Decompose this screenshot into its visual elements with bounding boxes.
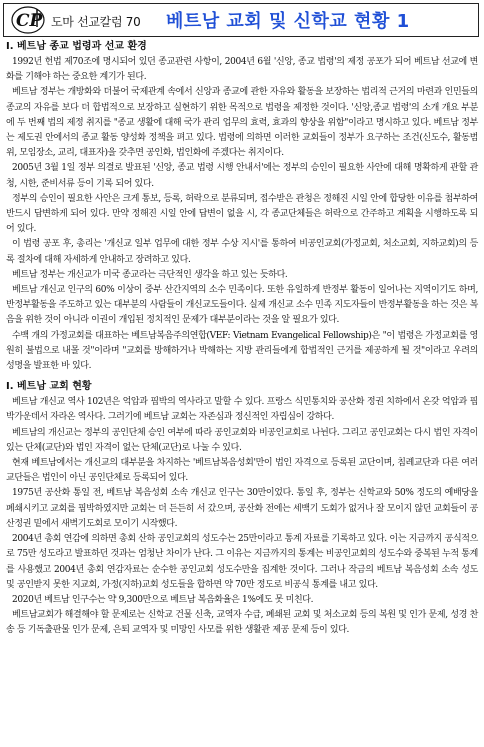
article-body (6, 40, 478, 639)
paragraph: 2004년 총회 연감에 의하면 총회 산하 공인교회의 성도수는 25만이라고 통계 자료를 기록하고 있다. 이는 지금까지 공식적으로 75만 성도라고 발표하던 것과는 엄청난 차이가 난다. 그 이유는 지금까지의 통계는 비공인교회의 성도수와 중복된 누적 통계를 사용했고 2004년 총회 연감자료는 순수한 공인교회 성도수만을 집계한 것이다. 그러나 작금의 베트남 복음성회 소속 성도 및 공인받지 못한 지교회, 가정(지하)교회 성도들을 합하면 약 70만 정도로 비공식 통계를 내고 있다. (6, 534, 478, 590)
section-heading: I. 베트남 종교 법령과 선교 환경 (6, 41, 147, 52)
church-logo-icon (10, 5, 46, 35)
paragraph: 베트남의 개신교는 정부의 공인단체 승인 여부에 따라 공인교회와 비공인교회로 나뉜다. 그리고 공인교회는 다시 법인 자격이 있는 단체(교단)와 법인 자격이 없는 단체(교단)로 나눌 수 있다. (6, 427, 478, 453)
paragraph: 이 법령 공포 후, 총리는 '개신교 일부 업무에 대한 정부 수상 지시'를 통하여 비공인교회(가정교회, 처소교회, 지하교회)의 등록 절차에 대해 자세하게 안내하고 장려하고 있다. (6, 239, 478, 265)
section-heading: I. 베트남 교회 현황 (6, 381, 92, 393)
paragraph: 베트남 개신교 인구의 60% 이상이 중부 산간지역의 소수 민족이다. 또한 유일하게 반정부 활동이 일어나는 지역이기도 하며, 반정부활동을 주도하고 있는 대부분의 사람들이 개신교도들이다. 실제 개신교 소수 민족 지도자들이 반정부활동을 하는 것은 복음을 위한 것이 아니라 이권이 개입된 정치적인 문제가 대부분이라는 것을 알 필요가 있다. (6, 285, 478, 326)
svg-text:CP: CP (16, 11, 43, 31)
column-header (3, 3, 479, 37)
paragraph: 2005년 3월 1일 정부 의결로 발표된 '신앙, 종교 법령 시행 안내서'에는 정부의 승인이 필요한 사안에 대해 명확하게 관할 관청, 시한, 준비서류 등이 기록 되어 있다. (6, 163, 478, 189)
page-title: 베트남 교회 및 신학교 현황 1 (166, 11, 410, 32)
paragraph: 1992년 헌법 제70조에 명시되어 있던 종교관련 사항이, 2004년 6월 '신앙, 종교 법령'의 제정 공포가 되어 베트남 선교에 변화를 기해야 하는 중요한 계기가 된다. (6, 57, 478, 83)
paragraph: 베트남 정부는 개방화와 더불어 국제관계 속에서 신앙과 종교에 관한 자유와 활동을 보장하는 법리적 근거의 마련과 인민들의 종교의 자유를 보다 더 합법적으로 보장하고 실현하기 위한 목적으로 법령을 제정한 것이다. '신앙,종교 법령'의 소개 개요 부분에 두 번째 법의 제정 취지를 "종교 생활에 대해 국가 관리 업무의 효력, 효과의 향상을 위함"이라고 명시하고 있다. 베트남 정부는 제도권 안에서의 종교 활동 양성화 정책을 펴고 있다. 법령에 의하면 이러한 교회들이 정부가 요구하는 조건(신도수, 활동범위, 모임장소, 교리, 대표자)을 갖추면 공인화, 법인화에 주겠다는 취지이다. (6, 87, 478, 159)
paragraph: 정부의 승인이 필요한 사안은 크게 통보, 등록, 허락으로 분류되며, 접수받은 관청은 정해진 시일 안에 합당한 이유를 첨부하여 반드시 답변하게 되어 있다. 만약 정해진 시일 안에 답변이 없을 시, 각 종교단체들은 허락으로 간주하고 계획을 시행하도록 되어 있다. (6, 193, 478, 235)
paragraph: 베트남 정부는 개신교가 미국 종교라는 극단적인 생각을 하고 있는 듯하다. (12, 269, 288, 280)
paragraph: 베트남교회가 해결해야 할 문제로는 신학교 건물 신축, 교역자 수급, 폐쇄된 교회 및 처소교회 등의 복원 및 인가 문제, 성경 찬송 등 기독출판물 인가 문제, 은퇴 교역자 및 미망인 사모를 위한 생활관 제공 문제 등이 있다. (6, 610, 478, 636)
column-label: 도마 선교칼럼 70 (51, 15, 141, 29)
paragraph: 현재 베트남에서는 개신교의 대부분을 차지하는 '베트남복음성회'만이 법인 자격으로 등록된 교단이며, 침례교단과 다른 여러 교단들은 법인이 아닌 공인단체로 등록되어 있다. (6, 458, 478, 484)
paragraph: 2020년 베트남 인구수는 약 9,300만으로 베트남 복음화율은 1%에도 못 미친다. (12, 594, 314, 605)
paragraph: 수백 개의 가정교회를 대표하는 베트남복음주의연합(VEF: Vietnam Evangelical Fellowship)은 "이 법령은 가정교회를 영원히 불법으로 내몰 것"이라며 "교회를 방해하거나 박해하는 지방 관리들에게 합법적인 근거를 제공하게 될 것"이라고 우려의 성명을 발표한 바 있다. (6, 330, 478, 372)
paragraph: 베트남 개신교 역사 102년은 억압과 핍박의 역사라고 말할 수 있다. 프랑스 식민통치와 공산화 정권 치하에서 온갖 억압과 핍박가운데서 자라온 역사다. 그러기에 베트남 교회는 자존심과 정신적인 자립심이 강하다. (6, 397, 478, 423)
paragraph: 1975년 공산화 통일 전, 베트남 복음성회 소속 개신교 인구는 30만이었다. 통일 후, 정부는 신학교와 50% 정도의 예배당을 폐쇄시키고 교회를 핍박하였지만 교회는 더 든든히 서 갔으며, 공산화 전에는 세백기 도회가 없거나 잘 모이지 않던 교회들이 공산정권 밑에서 새벽기도회로 모이기 시작했다. (6, 488, 478, 529)
